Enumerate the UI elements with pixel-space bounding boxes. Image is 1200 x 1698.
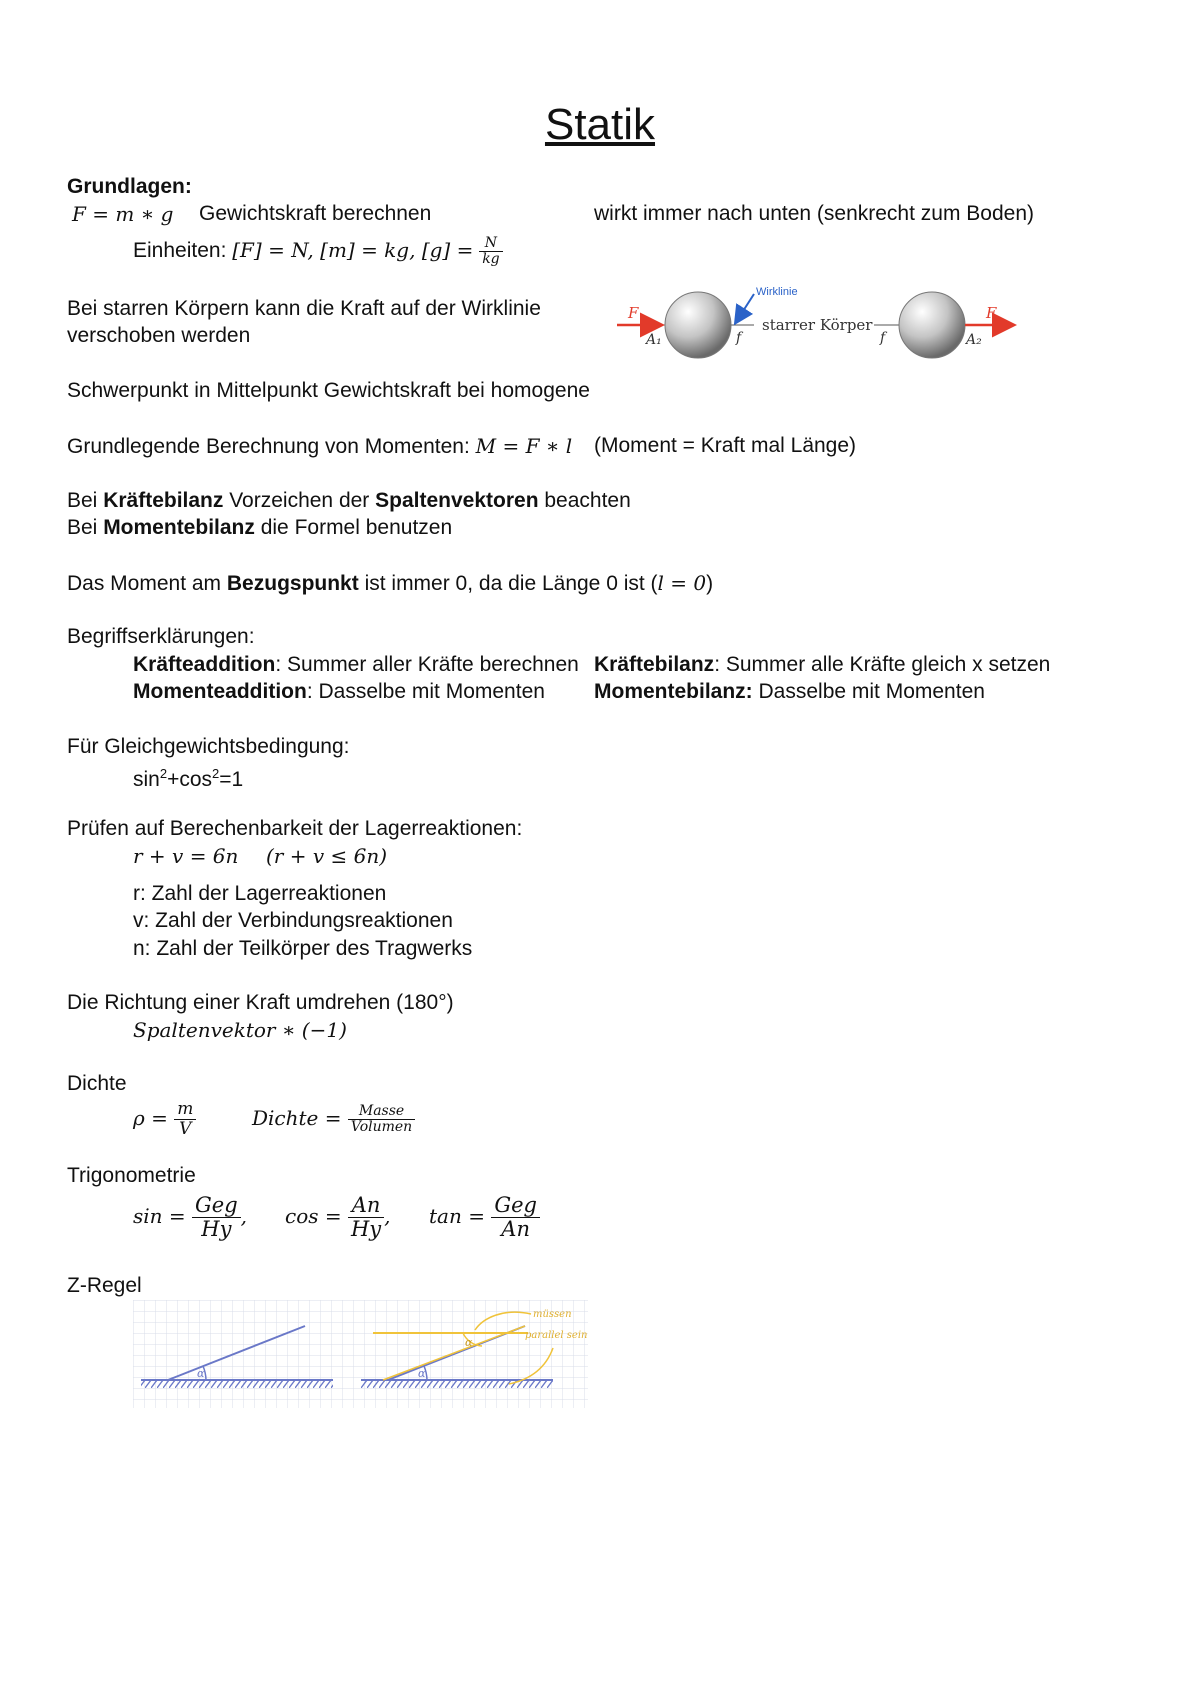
units-frac-num: N [479,236,502,252]
dichte-heading: Dichte [67,1072,127,1095]
starrer-koerper-label: starrer Körper [762,316,873,334]
begriff-term: Kräftebilanz [594,653,715,676]
cos-exponent: 2 [212,766,220,781]
tan-label: tan = [429,1204,485,1228]
begriff-momenteaddition [133,678,545,706]
gleichgewicht-heading: Für Gleichgewichtsbedingung: [67,735,350,758]
label-a1: A₁ [646,332,662,348]
bezug-formula: l = 0 [657,571,707,595]
alpha-right-bottom: α [418,1367,426,1380]
bilanz-line-2 [67,514,452,542]
begriff-kraeftebilanz [594,651,1050,679]
label-f1: f [736,330,742,346]
begriff-kraefteaddition [133,651,579,679]
cos-den: Hy [350,1217,382,1241]
sin-exponent: 2 [159,766,168,781]
lager-r: r: Zahl der Lagerreaktionen [133,882,387,905]
bilanz-l1-c: Vorzeichen der [223,489,376,512]
ground-hatch-right [361,1380,553,1388]
bilanz-l2-c: die Formel benutzen [254,516,453,539]
schwerpunkt-text: Schwerpunkt in Mittelpunkt Gewichtskraft bei homogene [67,379,590,402]
wirklinie-arrow [736,294,754,322]
units-fraction [479,236,502,268]
label-f2: f [880,330,886,346]
tan-fraction [491,1194,540,1241]
sphere-right [899,292,965,358]
richtung-formula: Spaltenvektor ∗ (−1) [133,1018,347,1042]
rho-label: ρ = [133,1106,168,1130]
annotation-text-1: müssen [533,1309,572,1320]
sin-comma: , [240,1204,248,1228]
bezug-a: Das Moment am [67,572,227,595]
gleichgewicht-formula [133,760,243,794]
masse-num: Masse [348,1104,415,1120]
sin-den: Hy [201,1217,232,1241]
bilanz-l1-term1: Kräftebilanz [103,489,224,512]
grid-background [133,1300,588,1408]
lager-formula-2: (r + v ≤ 6n) [266,844,388,868]
weight-formula: F = m ∗ g [72,202,174,226]
weight-text: Gewichtskraft berechnen [199,202,432,225]
units-line [133,232,503,269]
moment-text: Grundlegende Berechnung von Momenten: [67,435,470,458]
dichte-word-formula [252,1098,415,1138]
begriff-term: Kräfteaddition [133,653,276,676]
trig-tan [429,1188,540,1244]
begriff-def: : Summer alle Kräfte gleich x setzen [714,653,1051,676]
lager-n: n: Zahl der Teilkörper des Tragwerks [133,937,473,960]
trig-cos [285,1188,391,1244]
equals-one: =1 [219,768,244,791]
label-a2: A₂ [966,332,982,348]
units-label: Einheiten: [133,239,227,262]
bilanz-l1-e: beachten [538,489,631,512]
begriff-def: : Summer aller Kräfte berechnen [275,653,579,676]
trig-heading: Trigonometrie [67,1164,196,1187]
force-label-right: F [986,304,997,322]
rho-den: V [179,1119,192,1139]
cos-comma: , [384,1204,391,1228]
begriffe-heading: Begriffserklärungen: [67,625,255,648]
sphere-left [665,292,731,358]
begriff-def: : Dasselbe mit Momenten [306,680,545,703]
alpha-left: α [197,1367,205,1380]
cos-num: An [348,1194,384,1218]
lager-formula-1: r + v = 6n [133,844,239,868]
moment-formula: M = F ∗ l [475,434,573,458]
rigid-line-2: verschoben werden [67,324,251,347]
tan-num: Geg [491,1194,540,1218]
bilanz-l2-term: Momentebilanz [103,516,255,539]
rigid-body-figure [612,280,1022,365]
weight-note: wirkt immer nach unten (senkrecht zum Boden) [594,202,1035,225]
dichte-word-label: Dichte = [252,1106,342,1130]
lager-heading: Prüfen auf Berechenbarkeit der Lagerreaktionen: [67,817,523,840]
trig-sin [133,1188,247,1244]
dichte-rho-formula [133,1098,196,1139]
richtung-heading: Die Richtung einer Kraft umdrehen (180°) [67,991,454,1014]
cos-fraction [348,1194,384,1241]
force-label-left: F [628,304,639,322]
rigid-line-1: Bei starren Körpern kann die Kraft auf der Wirklinie [67,297,541,320]
grundlagen-heading: Grundlagen: [67,175,192,198]
volumen-den: Volumen [350,1119,413,1135]
alpha-right-top: α [465,1336,473,1349]
begriff-term: Momentebilanz: [594,680,753,703]
units-formula: [F] = N, [m] = kg, [g] = [232,238,474,262]
bilanz-l2-a: Bei [67,516,104,539]
zregel-figure [133,1300,588,1408]
dichte-word-fraction [348,1104,415,1136]
sin-fraction [192,1194,241,1241]
sin-term: sin [133,768,160,791]
zregel-heading: Z-Regel [67,1274,142,1297]
bilanz-l1-a: Bei [67,489,104,512]
sin-label: sin = [133,1204,186,1228]
annotation-text-2: parallel sein [525,1330,588,1341]
bilanz-line-1 [67,487,631,515]
tan-den: An [501,1217,530,1241]
rho-num: m [174,1100,196,1120]
moment-note: (Moment = Kraft mal Länge) [594,434,857,457]
moment-line [67,432,572,461]
bezug-term: Bezugspunkt [226,572,359,595]
bezug-d: ) [706,572,714,595]
begriff-term: Momenteaddition [133,680,307,703]
units-frac-den: kg [482,250,500,267]
rho-fraction [174,1100,196,1138]
page-title: Statik [544,100,656,149]
begriff-def: Dasselbe mit Momenten [752,680,985,703]
lager-v: v: Zahl der Verbindungsreaktionen [133,909,453,932]
sin-num: Geg [192,1194,241,1218]
bezug-c: ist immer 0, da die Länge 0 ist ( [358,572,658,595]
wirklinie-label: Wirklinie [756,286,798,298]
bezugspunkt-line [67,569,713,598]
cos-term: +cos [167,768,213,791]
bilanz-l1-term2: Spaltenvektoren [375,489,539,512]
cos-label: cos = [285,1204,342,1228]
begriff-momentebilanz [594,678,985,706]
ground-hatch-left [141,1380,333,1388]
